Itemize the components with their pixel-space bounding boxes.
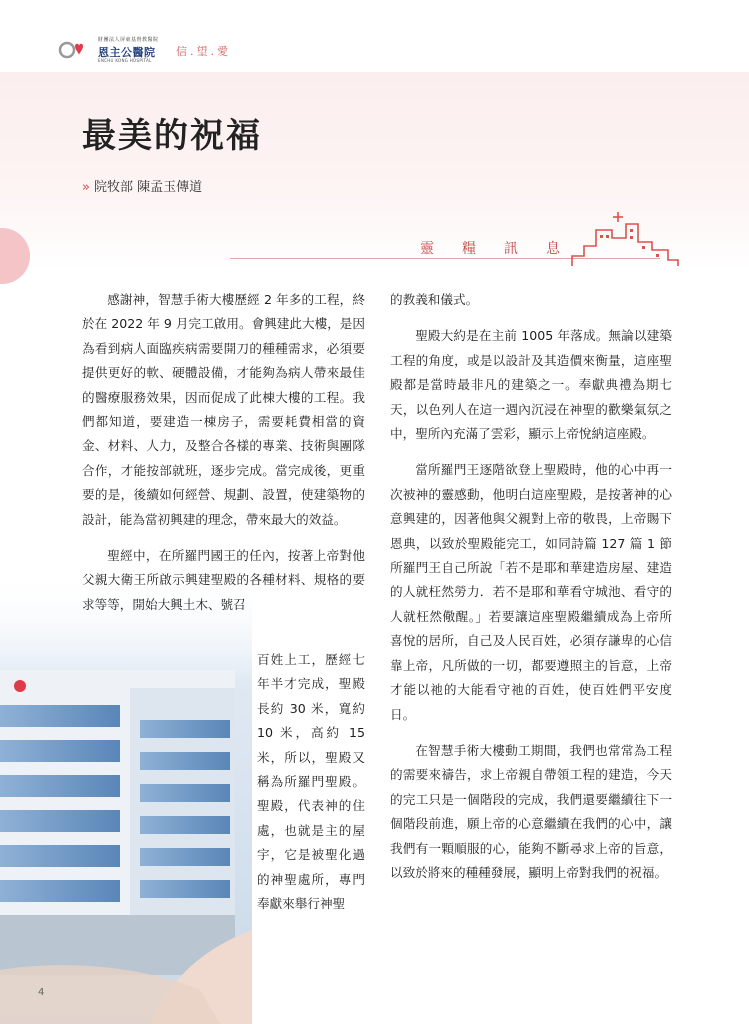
- paragraph: 聖經中，在所羅門國王的任內，按著上帝對他父親大衛王所啟示興建聖殿的各種材料、規格的要求等等，開始大興土木、號召: [82, 548, 365, 612]
- category-char: 糧: [462, 241, 476, 257]
- byline-marker: »: [82, 180, 90, 195]
- byline: [82, 176, 202, 195]
- right-column: [390, 288, 672, 897]
- org-line: 財團法人屏東基督教醫院: [98, 37, 159, 43]
- paragraph: 感謝神，智慧手術大樓歷經 2 年多的工程，終於在 2022 年 9 月完工啟用。會興建此大樓，是因為看到病人面臨疾病需要開刀的種種需求，必須要提供更好的軟、硬體設備，才能夠為病人帶來最佳的醫療服務效果，因而促成了此棟大樓的工程。我們都知道，要建造一棟房子，需要耗費相當的資金、材料、人力，及整合各樣的專業、技術與團隊合作，才能按部就班，逐步完成。當完成後，更重要的是，後續如何經營、規劃、設置，使建築物的設計，能為當初興建的理念，帶來最大的效益。: [82, 292, 365, 527]
- paragraph: 聖殿大約是在主前 1005 年落成。無論以建築工程的角度，或是以設計及其造價來衡量，這座聖殿都是當時最非凡的建築之一。奉獻典禮為期七天，以色列人在這一週內沉浸在神聖的歡樂氣氛之中，聖所內充滿了雲彩，顯示上帝悅納這座殿。: [390, 328, 672, 442]
- paragraph: 當所羅門王逐階欲登上聖殿時，他的心中再一次被神的靈感動，他明白這座聖殿，是按著神的心意興建的，因著他與父親對上帝的敬畏，上帝賜下恩典，以致於聖殿能完工，如同詩篇 127 篇 1 節所羅門王自己所說「若不是耶和華建造房屋、建造的人就枉然勞力．若不是耶和華看守城池、看守的人就枉然儆醒。」若要讓這座聖殿繼續成為上帝所喜悅的居所，自己及人民百姓，必須存謙卑的心信靠上帝，凡所做的一切，都要遵照主的旨意，上帝才能以祂的大能看守祂的百姓，使百姓們平安度日。: [390, 462, 672, 722]
- category-label: [420, 238, 560, 258]
- paragraph: 的教義和儀式。: [390, 292, 479, 307]
- org-name: 恩主公醫院: [98, 46, 156, 59]
- category-char: 訊: [504, 241, 518, 257]
- building-skyline-icon: [570, 208, 680, 268]
- heart-logo-icon: [58, 40, 86, 60]
- paragraph: 百姓上工，歷經七年半才完成，聖殿長約 30 米，寬約 10 米，高約 15 米，所以，聖殿又稱為所羅門聖殿。聖殿，代表神的住處，也就是主的屋宇，它是被聖化過的神聖處所，專門奉獻來舉行神聖: [257, 652, 365, 912]
- category-char: 息: [546, 241, 560, 257]
- page-number: 4: [38, 987, 45, 998]
- narrow-column: [257, 648, 365, 916]
- article-title: 最美的祝福: [82, 116, 262, 156]
- byline-text: 院牧部 陳孟玉傳道: [93, 180, 203, 195]
- org-english-name: ENCHU KONG HOSPITAL: [98, 58, 152, 63]
- paragraph: 在智慧手術大樓動工期間，我們也常常為工程的需要來禱告，求上帝親自帶領工程的建造，今天的完工只是一個階段的完成，我們還要繼續往下一個階段前進，願上帝的心意繼續在我們的心中，讓我們有一顆順服的心，能夠不斷尋求上帝的旨意，以致於將來的種種發展，顯明上帝對我們的祝福。: [390, 742, 672, 880]
- hospital-building-photo: [0, 570, 252, 1024]
- motto: 信.望.愛: [176, 45, 231, 58]
- category-char: 靈: [420, 241, 434, 257]
- left-column: [82, 288, 365, 629]
